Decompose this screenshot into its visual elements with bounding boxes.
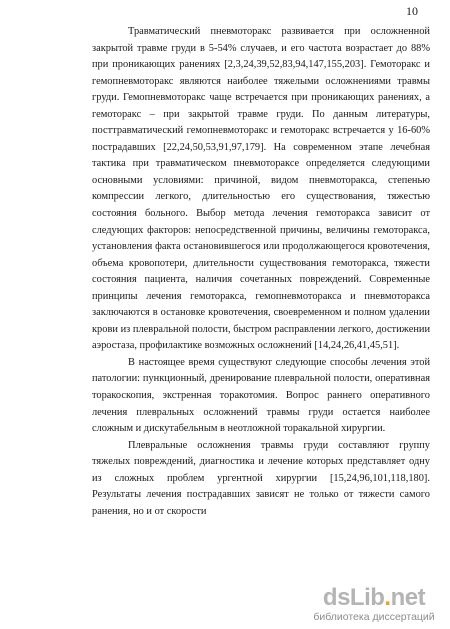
dslib-logo [310,586,438,610]
paragraph-pneumothorax: Травматический пневмоторакс развивается при осложненной закрытой травме груди в 5-54% случаев, и его частота возрастает до 88% при проникающих ранениях [2,3,24,39,52,83,94,147,155,203]. Гемоторакс и гемопневмоторакс являются наиболее тяжелыми осложнениями травмы груди. Гемопневмоторакс чаще встречается при проникающих ранениях, а гемоторакс – при закрытой травме груди. По данным литературы, посттравматический гемопневмоторакс и гемоторакс встречается у 16-60% пострадавших [22,24,50,53,91,97,179]. На современном этапе лечебная тактика при травматическом пневмотораксе определяется следующими основными условиями: причиной, видом пневмоторакса, степенью компрессии легкого, длительностью его существования, тяжестью состояния больного. Выбор метода лечения гемоторакса зависит от следующих факторов: непосредственной причины, величины гемоторакса, установления факта остановившегося или продолжающегося кровотечения, объема кровопотери, длительности существования гемоторакса, тяжести состояния пациента, наличия сочетанных повреждений. Современные принципы лечения гемоторакса, гемопневмоторакса и пневмоторакса заключаются в остановке кровотечения, своевременном и полном удалении крови из плевральной полости, быстром расправлении легкого, достижении аэростаза, профилактике возможных осложнений [14,24,26,41,45,51]. [92,26,430,352]
page-number: 10 [406,4,418,18]
logo-dot: . [384,584,391,611]
dslib-watermark [310,586,438,623]
logo-main: dsLib [322,584,385,611]
logo-tld: net [390,584,426,611]
document-body [92,24,430,520]
paragraph-pleural-complications: Плевральные осложнения травмы груди составляют группу тяжелых повреждений, диагностика и лечение которых представляет одну из сложных проблем ургентной хирургии [15,24,96,101,118,180]. Результаты лечения пострадавших зависят не только от тяжести самого ранения, но и от скорости [92,439,430,517]
watermark-caption: библиотека диссертаций [313,611,435,623]
paragraph-treatment-methods: В настоящее время существуют следующие способы лечения этой патологии: пункционный, дренирование плевральной полости, оперативная торакоскопия, экстренная торакотомия. Вопрос раннего оперативного лечения плевральных осложнений травмы груди остается наиболее сложным и дискутабельным в неотложной торакальной хирургии. [92,356,430,435]
